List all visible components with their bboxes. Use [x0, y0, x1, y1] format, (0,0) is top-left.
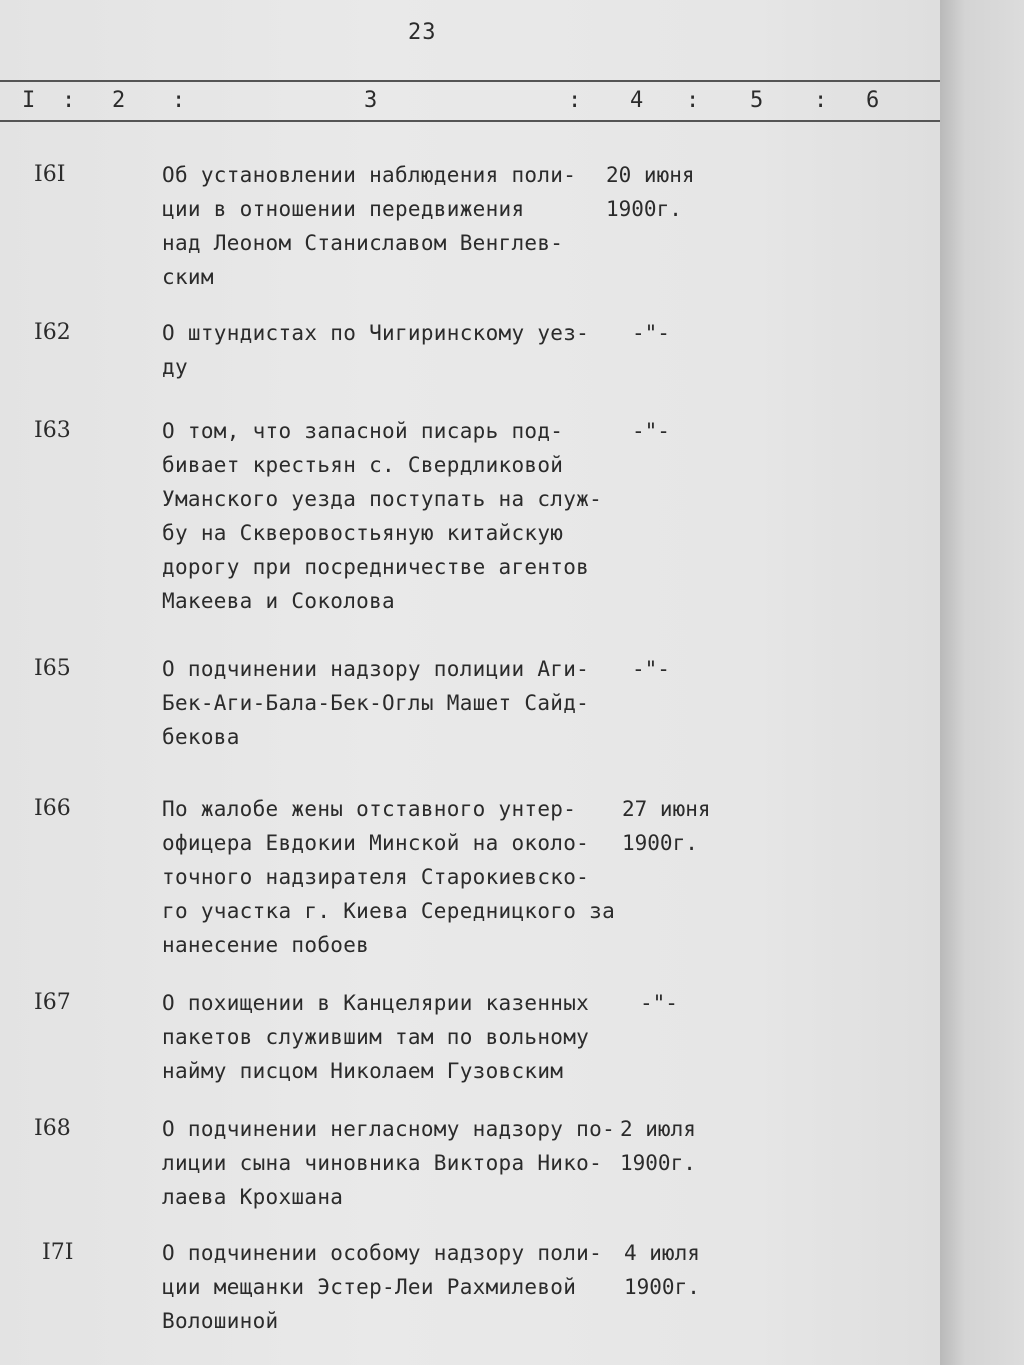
column-header-row [0, 80, 940, 122]
entry-number: I7I [42, 1240, 74, 1265]
entry-number: I67 [34, 990, 71, 1015]
entry-number: I65 [34, 656, 71, 681]
column-header-4: 4 [630, 88, 644, 113]
column-separator: : [172, 88, 186, 113]
column-header-5: 5 [750, 88, 764, 113]
entry-date: 2 июля 1900г. [620, 1117, 696, 1175]
entry-text: По жалобе жены отставного унтер- офицера Евдокии Минской на около- точного надзирателя Старокиевско- го участка г. Киева Середницкого за нанесение побоев [162, 797, 616, 957]
column-separator: : [62, 88, 76, 113]
column-separator: : [814, 88, 828, 113]
column-header-3: 3 [364, 88, 378, 113]
entry-date: -"- [632, 419, 670, 443]
next-page-edge [940, 0, 1024, 1365]
entry-date: 27 июня 1900г. [622, 797, 711, 855]
entry-text: О подчинении особому надзору поли- ции мещанки Эстер-Леи Рахмилевой Волошиной [162, 1241, 603, 1333]
column-separator: : [686, 88, 700, 113]
entry-text: О похищении в Канцелярии казенных пакетов служившим там по вольному найму писцом Николаем Гузовским [162, 991, 590, 1083]
column-header-6: 6 [866, 88, 880, 113]
column-separator: : [568, 88, 582, 113]
column-header-2: 2 [112, 88, 126, 113]
entry-date: -"- [632, 321, 670, 345]
page-number: 23 [408, 20, 437, 45]
entry-date: 4 июля 1900г. [624, 1241, 700, 1299]
column-header-1: I [22, 88, 36, 113]
entry-text: О подчинении негласному надзору по- лиции сына чиновника Виктора Нико- лаева Крохшана [162, 1117, 616, 1209]
entry-number: I62 [34, 320, 71, 345]
entry-number: I66 [34, 796, 71, 821]
entry-date: -"- [632, 657, 670, 681]
entry-text: О штундистах по Чигиринскому уез- ду [162, 321, 590, 379]
entry-number: I68 [34, 1116, 71, 1141]
entry-text: Об установлении наблюдения поли- ции в отношении передвижения над Леоном Станиславом Венглев- ским [162, 163, 577, 289]
entry-number: I6I [34, 162, 66, 187]
entry-number: I63 [34, 418, 71, 443]
entry-date: 20 июня 1900г. [606, 163, 695, 221]
entry-text: О подчинении надзору полиции Аги- Бек-Аги-Бала-Бек-Оглы Машет Сайд- бекова [162, 657, 590, 749]
entry-text: О том, что запасной писарь под- бивает крестьян с. Свердликовой Уманского уезда поступать на служ- бу на Скверовостьяную китайскую дорогу при посредничестве агентов Макеева и Соколова [162, 419, 603, 613]
entry-date: -"- [640, 991, 678, 1015]
